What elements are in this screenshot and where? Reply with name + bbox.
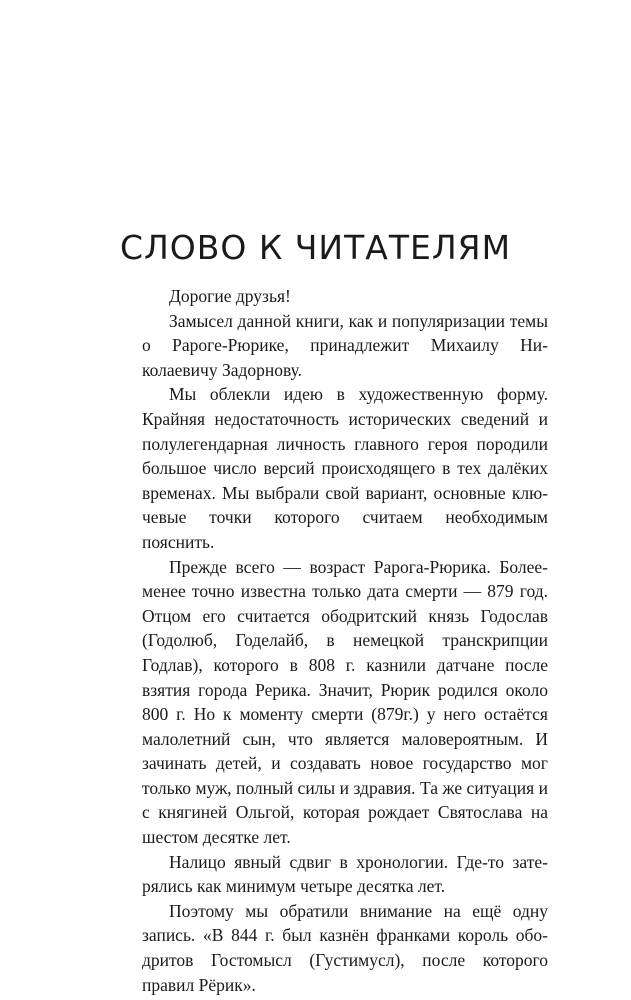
- chapter-title: СЛОВО К ЧИТАТЕЛЯМ: [119, 228, 512, 267]
- paragraph-rurik-age: Прежде всего — возраст Рарога-Рюрика. Более-менее точно известна только дата смерти — 879 год. Отцом его считается ободритский князь Годослав (Годолюб, Годелайб, в немецкой транскрипции Годлав), которого в 808 г. казнили датчане после взятия города Рерика. Значит, Рюрик родился около 800 г. Но к моменту смерти (879г.) у него остаётся малолетний сын, что является маловероятным. И зачинать детей, и создавать новое государство мог только муж, полный силы и здравия. Та же ситуация и с княгиней Ольгой, которая рождает Святослава на шестом десятке лет.: [142, 556, 548, 848]
- paragraph-gostomysl-record: Поэтому мы обратили внимание на ещё одну запись. «В 844 г. был казнён франками король ободритов Гостомысл (Густимусл), после которого правил Рёрик».: [142, 900, 548, 995]
- chapter-body: [142, 284, 548, 997]
- paragraph-chronology-shift: Налицо явный сдвиг в хронологии. Где-то затерялись как минимум четыре десятка лет.: [142, 851, 548, 897]
- paragraph-artistic-form: Мы облекли идею в художественную форму. Крайняя недостаточность исторических сведений и полулегендарная личность главного героя породили большое число версий происходящего в тех далёких временах. Мы выбрали свой вариант, основные ключевые точки которого считаем необходимым пояснить.: [142, 384, 548, 552]
- paragraph-book-idea: Замысел данной книги, как и популяризации темы о Рароге-Рюрике, принадлежит Михаилу Николаевичу Задорнову.: [142, 310, 548, 380]
- paragraph-greeting: Дорогие друзья!: [169, 286, 291, 306]
